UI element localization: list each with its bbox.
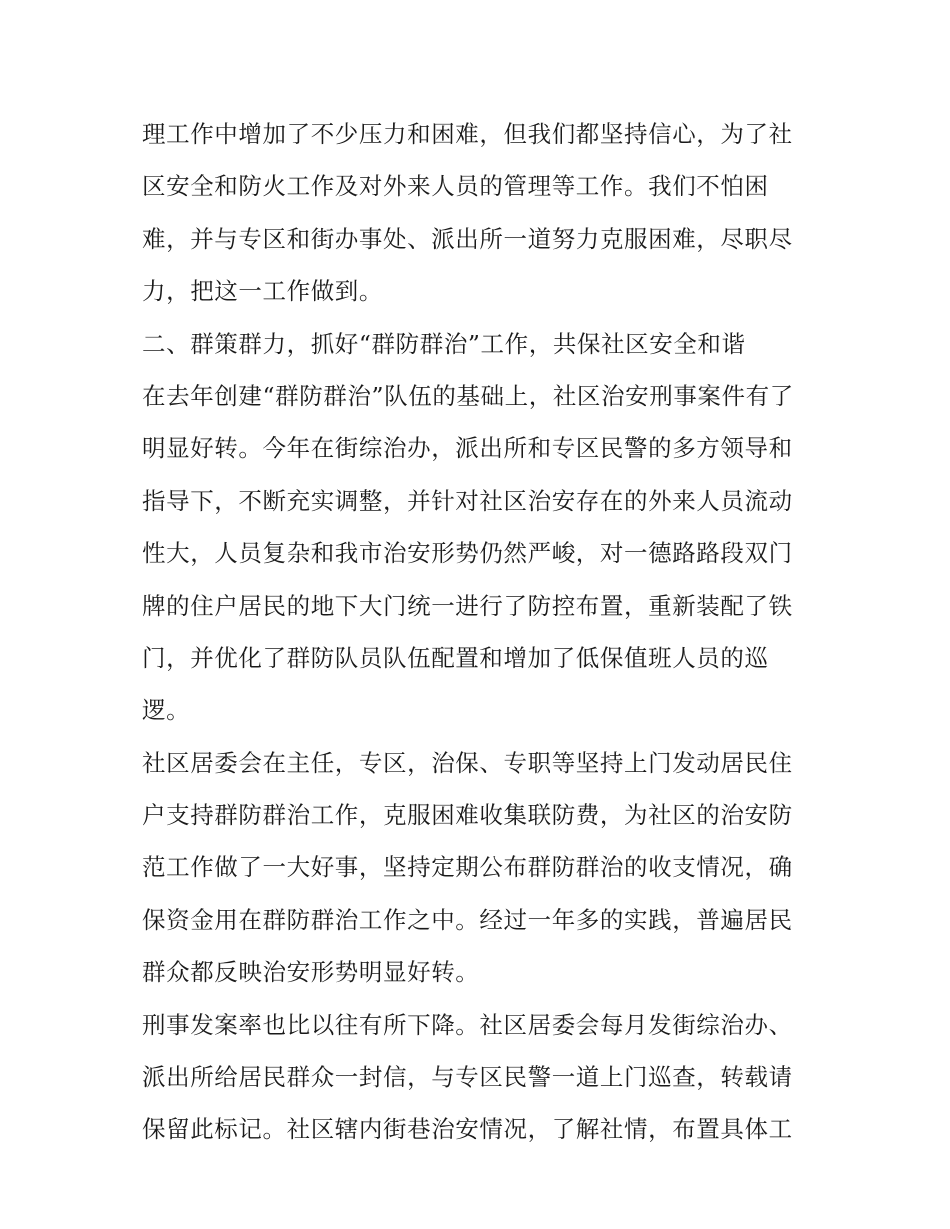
text-line: 户支持群防群治工作，克服困难收集联防费，为社区的治安防 [142,801,793,830]
text-line: 难，并与专区和街办事处、派出所一道努力克服困难，尽职尽 [142,224,793,253]
section-heading: 二、群策群力，抓好“群防群治”工作，共保社区安全和谐 [142,329,746,358]
text-line: 牌的住户居民的地下大门统一进行了防控布置，重新装配了铁 [142,591,793,620]
text-line: 区安全和防火工作及对外来人员的管理等工作。我们不怕困 [142,172,769,201]
text-line: 社区居委会在主任，专区，治保、专职等坚持上门发动居民住 [142,748,793,777]
text-line: 性大，人员复杂和我市治安形势仍然严峻，对一德路路段双门 [142,539,793,568]
text-line: 在去年创建“群防群治”队伍的基础上，社区治安刑事案件有了 [142,381,794,410]
text-line: 保资金用在群防群治工作之中。经过一年多的实践，普遍居民 [142,905,793,934]
text-line: 群众都反映治安形势明显好转。 [142,958,480,987]
text-line: 范工作做了一大好事，坚持定期公布群防群治的收支情况，确 [142,853,793,882]
text-line: 刑事发案率也比以往有所下降。社区居委会每月发街综治办、 [142,1010,793,1039]
text-line: 力，把这一工作做到。 [142,277,383,306]
text-line: 保留此标记。社区辖内街巷治安情况，了解社情，布置具体工 [142,1115,793,1144]
text-line: 理工作中增加了不少压力和困难，但我们都坚持信心，为了社 [142,120,793,148]
text-line: 逻。 [142,696,191,725]
body-text [142,108,822,1156]
text-line: 指导下，不断充实调整，并针对社区治安存在的外来人员流动 [142,486,793,515]
text-line: 门，并优化了群防队员队伍配置和增加了低保值班人员的巡 [142,643,769,672]
text-line: 明显好转。今年在街综治办，派出所和专区民警的多方领导和 [142,434,793,463]
text-line: 派出所给居民群众一封信，与专区民警一道上门巡查，转载请 [142,1063,793,1092]
